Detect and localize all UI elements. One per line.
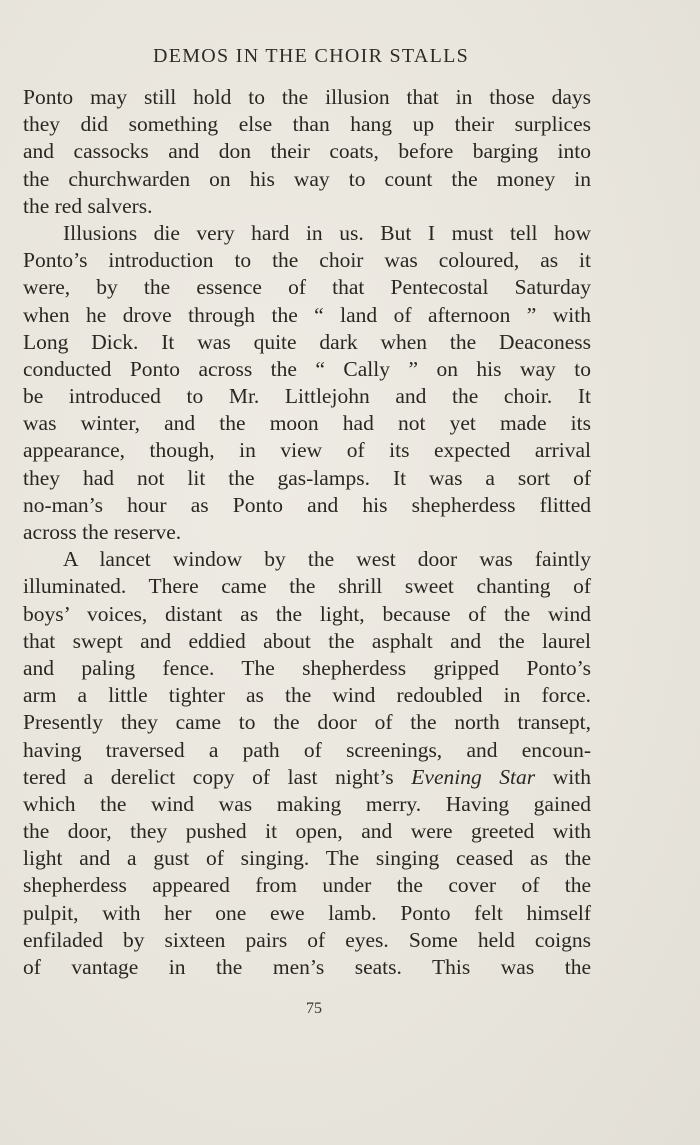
text-line: be introduced to Mr. Littlejohn and the choir. It (23, 384, 591, 409)
text-line: Ponto’s introduction to the choir was coloured, as it (23, 248, 591, 273)
text-line: appearance, though, in view of its expected arrival (23, 438, 591, 463)
text-line: the churchwarden on his way to count the money in (23, 166, 591, 191)
page-number: 75 (306, 1000, 322, 1017)
text-run: tered a derelict copy of last night’s (23, 764, 412, 789)
text-line: Illusions die very hard in us. But I must tell how (63, 220, 591, 245)
text-run: with (535, 764, 591, 789)
text-line: shepherdess appeared from under the cover of the (23, 873, 591, 898)
text-line: across the reserve. (23, 520, 182, 544)
text-line: enfiladed by sixteen pairs of eyes. Some held coigns (23, 927, 591, 952)
body-text (23, 84, 591, 981)
text-line: and paling fence. The shepherdess gripped Ponto’s (23, 655, 591, 680)
text-line: which the wind was making merry. Having gained (23, 791, 591, 816)
text-line: the red salvers. (23, 193, 153, 218)
text-line: Ponto may still hold to the illusion that in those days (23, 85, 591, 109)
text-line: no-man’s hour as Ponto and his shepherdess flitted (23, 492, 591, 517)
text-line: they did something else than hang up their surplices (23, 112, 591, 137)
text-line: pulpit, with her one ewe lamb. Ponto felt himself (23, 900, 591, 925)
text-line: when he drove through the “ land of afternoon ” with (23, 302, 591, 327)
running-head: DEMOS IN THE CHOIR STALLS (152, 45, 470, 67)
text-line: and cassocks and don their coats, before barging into (23, 139, 591, 164)
text-line: Presently they came to the door of the north transept, (23, 710, 591, 735)
text-line: they had not lit the gas-lamps. It was a sort of (23, 465, 591, 490)
newspaper-title: Evening Star (411, 764, 536, 789)
text-line: conducted Ponto across the “ Cally ” on his way to (23, 356, 591, 381)
text-line: arm a little tighter as the wind redoubled in force. (23, 683, 591, 708)
text-line: were, by the essence of that Pentecostal Saturday (23, 275, 591, 300)
text-line: that swept and eddied about the asphalt and the laurel (23, 628, 591, 653)
text-line: the door, they pushed it open, and were greeted with (23, 819, 591, 844)
text-line: boys’ voices, distant as the light, because of the wind (23, 601, 591, 626)
text-line: illuminated. There came the shrill sweet chanting of (23, 574, 591, 599)
text-line (23, 764, 591, 791)
text-line: was winter, and the moon had not yet made its (23, 411, 591, 436)
text-line: Long Dick. It was quite dark when the Deaconess (23, 329, 591, 354)
text-line: A lancet window by the west door was faintly (63, 547, 591, 572)
text-line: of vantage in the men’s seats. This was the (23, 955, 591, 979)
text-line: having traversed a path of screenings, and encoun- (23, 737, 591, 762)
text-line: light and a gust of singing. The singing ceased as the (23, 846, 591, 871)
